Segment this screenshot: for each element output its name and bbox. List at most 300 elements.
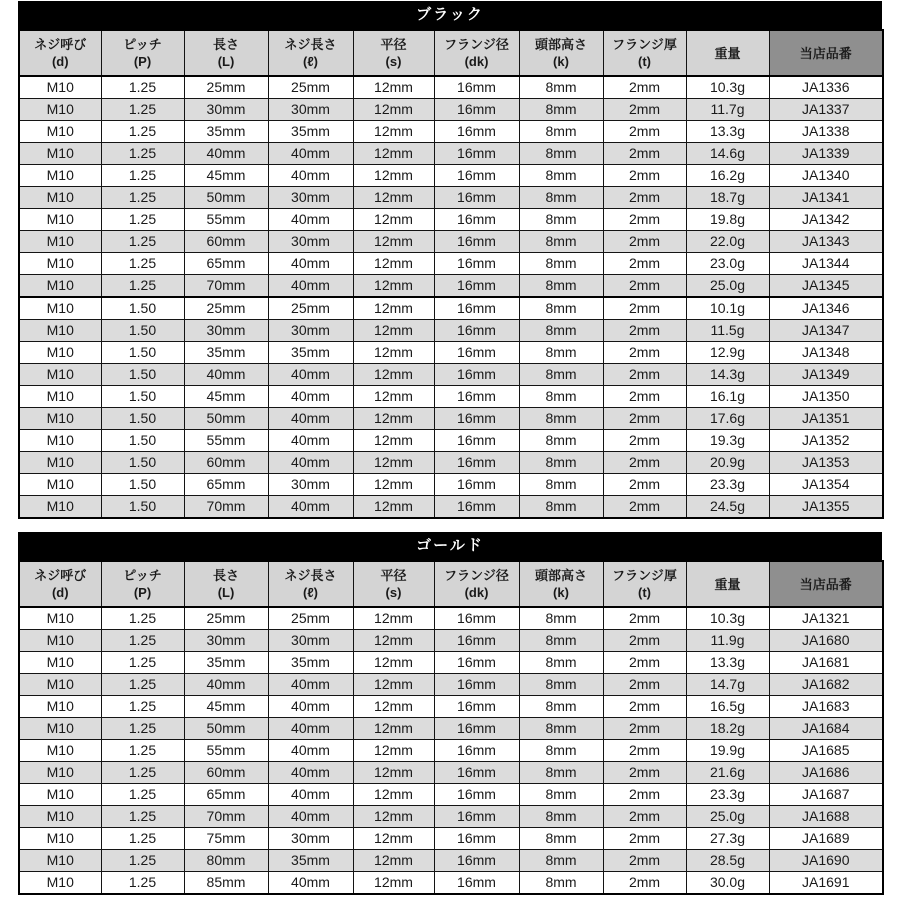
column-header-symbol: (dk) bbox=[464, 585, 489, 600]
table-cell: 12mm bbox=[353, 143, 434, 165]
table-cell: JA1336 bbox=[769, 76, 883, 99]
table-cell: 2mm bbox=[603, 297, 686, 320]
table-cell: 2mm bbox=[603, 320, 686, 342]
table-cell: JA1348 bbox=[769, 342, 883, 364]
table-cell: 35mm bbox=[184, 121, 268, 143]
table-cell: 1.50 bbox=[101, 320, 184, 342]
table-cell: 16mm bbox=[434, 275, 519, 298]
table-cell: 16mm bbox=[434, 806, 519, 828]
column-header-symbol: (ℓ) bbox=[302, 54, 318, 69]
table-cell: 12mm bbox=[353, 452, 434, 474]
table-row bbox=[19, 607, 883, 630]
table-cell: 23.3g bbox=[686, 474, 769, 496]
table-cell: 65mm bbox=[184, 474, 268, 496]
table-cell: 1.25 bbox=[101, 828, 184, 850]
table-cell: 20.9g bbox=[686, 452, 769, 474]
table-cell: 12mm bbox=[353, 630, 434, 652]
table-cell: 2mm bbox=[603, 430, 686, 452]
table-cell: 30mm bbox=[268, 474, 353, 496]
table-cell: 25.0g bbox=[686, 806, 769, 828]
table-cell: JA1352 bbox=[769, 430, 883, 452]
column-header-symbol: (k) bbox=[553, 585, 569, 600]
table-cell: 30mm bbox=[268, 630, 353, 652]
table-cell: 45mm bbox=[184, 696, 268, 718]
table-cell: 25mm bbox=[268, 607, 353, 630]
table-cell: 35mm bbox=[268, 342, 353, 364]
table-cell: 16mm bbox=[434, 143, 519, 165]
table-cell: JA1684 bbox=[769, 718, 883, 740]
table-cell: JA1689 bbox=[769, 828, 883, 850]
table-cell: JA1351 bbox=[769, 408, 883, 430]
table-cell: 40mm bbox=[184, 364, 268, 386]
table-cell: 12mm bbox=[353, 784, 434, 806]
table-row bbox=[19, 342, 883, 364]
table-cell: 16mm bbox=[434, 320, 519, 342]
table-cell: 16mm bbox=[434, 607, 519, 630]
table-cell: 1.25 bbox=[101, 652, 184, 674]
table-cell: JA1339 bbox=[769, 143, 883, 165]
table-cell: 11.7g bbox=[686, 99, 769, 121]
table-cell: 12mm bbox=[353, 342, 434, 364]
table-row bbox=[19, 674, 883, 696]
table-cell: 12mm bbox=[353, 652, 434, 674]
table-cell: JA1690 bbox=[769, 850, 883, 872]
table-cell: 16mm bbox=[434, 674, 519, 696]
table-cell: 16.5g bbox=[686, 696, 769, 718]
column-header-label: 長さ bbox=[212, 37, 239, 52]
table-row bbox=[19, 253, 883, 275]
table-cell: 8mm bbox=[519, 187, 603, 209]
table-cell: JA1682 bbox=[769, 674, 883, 696]
table-row bbox=[19, 209, 883, 231]
table-cell: JA1347 bbox=[769, 320, 883, 342]
column-header-label: ネジ呼び bbox=[34, 568, 87, 583]
table-cell: M10 bbox=[19, 143, 101, 165]
table-row bbox=[19, 652, 883, 674]
table-cell: JA1686 bbox=[769, 762, 883, 784]
table-cell: 16mm bbox=[434, 187, 519, 209]
column-header-label: ネジ長さ bbox=[284, 568, 337, 583]
column-header bbox=[434, 30, 519, 76]
column-header-label: 頭部高さ bbox=[534, 37, 587, 52]
table-cell: 2mm bbox=[603, 740, 686, 762]
column-header bbox=[434, 561, 519, 607]
table-cell: 16mm bbox=[434, 762, 519, 784]
table-cell: 12mm bbox=[353, 762, 434, 784]
table-cell: 2mm bbox=[603, 674, 686, 696]
table-cell: 45mm bbox=[184, 386, 268, 408]
table-cell: 50mm bbox=[184, 408, 268, 430]
table-cell: 8mm bbox=[519, 762, 603, 784]
table-cell: 8mm bbox=[519, 209, 603, 231]
column-header bbox=[19, 561, 101, 607]
table-cell: 40mm bbox=[268, 209, 353, 231]
table-cell: 12mm bbox=[353, 430, 434, 452]
table-row bbox=[19, 430, 883, 452]
table-cell: 2mm bbox=[603, 342, 686, 364]
table-cell: 16mm bbox=[434, 209, 519, 231]
table-cell: 25mm bbox=[268, 297, 353, 320]
table-cell: 12mm bbox=[353, 231, 434, 253]
table-cell: 25mm bbox=[268, 76, 353, 99]
table-cell: 2mm bbox=[603, 187, 686, 209]
table-cell: 12mm bbox=[353, 187, 434, 209]
column-header-symbol: (k) bbox=[553, 54, 569, 69]
table-cell: 12mm bbox=[353, 828, 434, 850]
table-cell: 2mm bbox=[603, 275, 686, 298]
table-cell: JA1321 bbox=[769, 607, 883, 630]
table-cell: 1.50 bbox=[101, 364, 184, 386]
table-cell: 12mm bbox=[353, 607, 434, 630]
table-cell: JA1691 bbox=[769, 872, 883, 895]
table-cell: 40mm bbox=[268, 696, 353, 718]
table-cell: 16mm bbox=[434, 165, 519, 187]
table-cell: 16mm bbox=[434, 364, 519, 386]
column-header bbox=[19, 30, 101, 76]
table-cell: 2mm bbox=[603, 762, 686, 784]
table-cell: 1.25 bbox=[101, 209, 184, 231]
table-cell: 75mm bbox=[184, 828, 268, 850]
column-header-label: ピッチ bbox=[123, 568, 162, 583]
table-cell: 35mm bbox=[184, 652, 268, 674]
table-cell: 2mm bbox=[603, 452, 686, 474]
table-cell: 28.5g bbox=[686, 850, 769, 872]
table-cell: 8mm bbox=[519, 828, 603, 850]
column-header-symbol: (ℓ) bbox=[302, 585, 318, 600]
table-cell: M10 bbox=[19, 99, 101, 121]
table-cell: M10 bbox=[19, 231, 101, 253]
table-cell: 8mm bbox=[519, 342, 603, 364]
column-header-label: 長さ bbox=[212, 568, 239, 583]
table-cell: 1.50 bbox=[101, 408, 184, 430]
table-cell: M10 bbox=[19, 696, 101, 718]
table-cell: 2mm bbox=[603, 806, 686, 828]
table-row bbox=[19, 143, 883, 165]
column-header bbox=[268, 30, 353, 76]
column-header-label: 重量 bbox=[714, 576, 741, 592]
table-cell: 60mm bbox=[184, 762, 268, 784]
table-cell: 12mm bbox=[353, 718, 434, 740]
column-header-label: 平径 bbox=[380, 568, 407, 583]
table-cell: 30mm bbox=[268, 187, 353, 209]
table-cell: M10 bbox=[19, 386, 101, 408]
table-cell: 1.25 bbox=[101, 806, 184, 828]
table-cell: 12mm bbox=[353, 386, 434, 408]
spec-table-black bbox=[18, 1, 882, 519]
table-cell: M10 bbox=[19, 364, 101, 386]
table-cell: M10 bbox=[19, 652, 101, 674]
column-header-symbol: (dk) bbox=[464, 54, 489, 69]
table-cell: 16.2g bbox=[686, 165, 769, 187]
table-cell: 12mm bbox=[353, 76, 434, 99]
table-cell: M10 bbox=[19, 630, 101, 652]
table-cell: 2mm bbox=[603, 828, 686, 850]
table-cell: 16mm bbox=[434, 408, 519, 430]
table-cell: 40mm bbox=[268, 165, 353, 187]
column-header bbox=[184, 561, 268, 607]
table-cell: 8mm bbox=[519, 696, 603, 718]
table-cell: 8mm bbox=[519, 165, 603, 187]
table-cell: JA1353 bbox=[769, 452, 883, 474]
column-header bbox=[603, 30, 686, 76]
table-cell: JA1680 bbox=[769, 630, 883, 652]
table-cell: 40mm bbox=[268, 430, 353, 452]
table-cell: JA1683 bbox=[769, 696, 883, 718]
table-cell: M10 bbox=[19, 342, 101, 364]
table-cell: 1.50 bbox=[101, 430, 184, 452]
table-cell: JA1342 bbox=[769, 209, 883, 231]
table-cell: 23.0g bbox=[686, 253, 769, 275]
spec-table-gold bbox=[18, 532, 882, 895]
table-cell: 1.50 bbox=[101, 297, 184, 320]
table-cell: 8mm bbox=[519, 850, 603, 872]
table-cell: 8mm bbox=[519, 364, 603, 386]
table-cell: 24.5g bbox=[686, 496, 769, 519]
table-cell: 16mm bbox=[434, 297, 519, 320]
table-cell: M10 bbox=[19, 297, 101, 320]
column-header-symbol: (d) bbox=[51, 585, 69, 600]
table-cell: 30mm bbox=[268, 99, 353, 121]
column-header-symbol: (d) bbox=[51, 54, 69, 69]
table-cell: 40mm bbox=[268, 872, 353, 895]
table-cell: 65mm bbox=[184, 784, 268, 806]
column-header-label: 頭部高さ bbox=[534, 568, 587, 583]
table-cell: 1.25 bbox=[101, 718, 184, 740]
table-row bbox=[19, 231, 883, 253]
table-cell: 1.25 bbox=[101, 275, 184, 298]
table-cell: 1.25 bbox=[101, 607, 184, 630]
column-header bbox=[101, 561, 184, 607]
table-cell: 23.3g bbox=[686, 784, 769, 806]
table-cell: 1.25 bbox=[101, 187, 184, 209]
table-cell: 10.3g bbox=[686, 607, 769, 630]
table-cell: JA1340 bbox=[769, 165, 883, 187]
table-cell: M10 bbox=[19, 474, 101, 496]
table-cell: 8mm bbox=[519, 99, 603, 121]
table-cell: 40mm bbox=[268, 386, 353, 408]
table-row bbox=[19, 850, 883, 872]
table-cell: M10 bbox=[19, 430, 101, 452]
table-cell: 16mm bbox=[434, 630, 519, 652]
table-cell: 30mm bbox=[268, 320, 353, 342]
table-cell: JA1337 bbox=[769, 99, 883, 121]
table-cell: M10 bbox=[19, 121, 101, 143]
table-cell: 25mm bbox=[184, 607, 268, 630]
table-cell: 16mm bbox=[434, 696, 519, 718]
table-cell: 1.25 bbox=[101, 696, 184, 718]
table-header bbox=[19, 30, 883, 76]
table-cell: 40mm bbox=[268, 806, 353, 828]
table-cell: JA1350 bbox=[769, 386, 883, 408]
table-cell: M10 bbox=[19, 718, 101, 740]
table-cell: 1.25 bbox=[101, 872, 184, 895]
spec-table bbox=[18, 29, 884, 519]
table-row bbox=[19, 187, 883, 209]
table-cell: 8mm bbox=[519, 143, 603, 165]
table-cell: 16mm bbox=[434, 121, 519, 143]
table-cell: 1.25 bbox=[101, 143, 184, 165]
table-cell: M10 bbox=[19, 806, 101, 828]
table-cell: 13.3g bbox=[686, 652, 769, 674]
table-cell: 40mm bbox=[268, 143, 353, 165]
table-cell: 85mm bbox=[184, 872, 268, 895]
table-cell: 8mm bbox=[519, 76, 603, 99]
table-cell: JA1349 bbox=[769, 364, 883, 386]
table-cell: JA1685 bbox=[769, 740, 883, 762]
table-cell: 40mm bbox=[268, 408, 353, 430]
table-cell: JA1341 bbox=[769, 187, 883, 209]
table-cell: 19.3g bbox=[686, 430, 769, 452]
table-cell: 12mm bbox=[353, 297, 434, 320]
column-header bbox=[686, 561, 769, 607]
table-cell: 40mm bbox=[268, 674, 353, 696]
table-cell: 1.25 bbox=[101, 674, 184, 696]
table-cell: 60mm bbox=[184, 452, 268, 474]
table-cell: 8mm bbox=[519, 674, 603, 696]
table-cell: 12mm bbox=[353, 674, 434, 696]
table-cell: 1.50 bbox=[101, 496, 184, 519]
table-cell: 2mm bbox=[603, 76, 686, 99]
column-header-symbol: (s) bbox=[385, 54, 402, 69]
table-cell: M10 bbox=[19, 452, 101, 474]
column-header-symbol: (t) bbox=[638, 54, 651, 69]
table-cell: 1.50 bbox=[101, 386, 184, 408]
table-cell: 25mm bbox=[184, 76, 268, 99]
table-cell: 1.25 bbox=[101, 762, 184, 784]
table-cell: 16mm bbox=[434, 253, 519, 275]
table-cell: 8mm bbox=[519, 320, 603, 342]
table-cell: M10 bbox=[19, 872, 101, 895]
table-cell: 2mm bbox=[603, 209, 686, 231]
table-cell: 70mm bbox=[184, 496, 268, 519]
table-cell: 8mm bbox=[519, 275, 603, 298]
table-cell: 16mm bbox=[434, 652, 519, 674]
table-cell: 80mm bbox=[184, 850, 268, 872]
table-cell: 2mm bbox=[603, 850, 686, 872]
table-cell: 1.25 bbox=[101, 121, 184, 143]
table-cell: 12mm bbox=[353, 850, 434, 872]
table-cell: 12mm bbox=[353, 121, 434, 143]
table-row bbox=[19, 496, 883, 519]
table-cell: 35mm bbox=[268, 652, 353, 674]
table-cell: 16mm bbox=[434, 718, 519, 740]
table-cell: 16mm bbox=[434, 740, 519, 762]
column-header bbox=[353, 561, 434, 607]
table-cell: 2mm bbox=[603, 872, 686, 895]
table-cell: 30.0g bbox=[686, 872, 769, 895]
column-header-label: フランジ径 bbox=[444, 37, 509, 52]
column-header-label: 重量 bbox=[714, 45, 741, 61]
table-row bbox=[19, 630, 883, 652]
table-cell: 11.9g bbox=[686, 630, 769, 652]
table-cell: 8mm bbox=[519, 607, 603, 630]
table-cell: 25mm bbox=[184, 297, 268, 320]
table-cell: 8mm bbox=[519, 408, 603, 430]
table-cell: M10 bbox=[19, 320, 101, 342]
table-cell: 40mm bbox=[268, 740, 353, 762]
table-row bbox=[19, 762, 883, 784]
table-cell: 1.50 bbox=[101, 452, 184, 474]
table-cell: 8mm bbox=[519, 253, 603, 275]
table-cell: 19.8g bbox=[686, 209, 769, 231]
table-cell: 2mm bbox=[603, 496, 686, 519]
table-cell: 1.25 bbox=[101, 231, 184, 253]
table-cell: 1.50 bbox=[101, 342, 184, 364]
table-cell: 2mm bbox=[603, 784, 686, 806]
table-cell: M10 bbox=[19, 76, 101, 99]
table-cell: 12mm bbox=[353, 474, 434, 496]
table-cell: 12mm bbox=[353, 408, 434, 430]
table-row bbox=[19, 740, 883, 762]
table-cell: 16mm bbox=[434, 850, 519, 872]
table-cell: 2mm bbox=[603, 386, 686, 408]
table-cell: 2mm bbox=[603, 607, 686, 630]
table-cell: 40mm bbox=[268, 253, 353, 275]
table-header bbox=[19, 561, 883, 607]
table-cell: 55mm bbox=[184, 740, 268, 762]
table-cell: 16mm bbox=[434, 828, 519, 850]
column-header bbox=[184, 30, 268, 76]
table-cell: M10 bbox=[19, 740, 101, 762]
table-cell: 2mm bbox=[603, 696, 686, 718]
table-row bbox=[19, 806, 883, 828]
table-cell: 12mm bbox=[353, 99, 434, 121]
table-cell: 55mm bbox=[184, 430, 268, 452]
table-row bbox=[19, 872, 883, 895]
table-cell: 30mm bbox=[184, 630, 268, 652]
table-cell: 10.1g bbox=[686, 297, 769, 320]
column-header-label: ネジ呼び bbox=[34, 37, 87, 52]
table-row bbox=[19, 275, 883, 298]
table-cell: 8mm bbox=[519, 452, 603, 474]
table-cell: 2mm bbox=[603, 474, 686, 496]
table-cell: 18.7g bbox=[686, 187, 769, 209]
table-cell: 30mm bbox=[184, 99, 268, 121]
table-cell: 2mm bbox=[603, 231, 686, 253]
table-cell: 50mm bbox=[184, 718, 268, 740]
table-cell: M10 bbox=[19, 607, 101, 630]
table-cell: 30mm bbox=[268, 828, 353, 850]
table-row bbox=[19, 696, 883, 718]
table-cell: 21.6g bbox=[686, 762, 769, 784]
table-cell: 55mm bbox=[184, 209, 268, 231]
column-header bbox=[268, 561, 353, 607]
table-cell: 2mm bbox=[603, 652, 686, 674]
column-header-label: フランジ厚 bbox=[612, 37, 677, 52]
table-cell: 22.0g bbox=[686, 231, 769, 253]
table-cell: 2mm bbox=[603, 253, 686, 275]
table-cell: 1.50 bbox=[101, 474, 184, 496]
table-cell: 16mm bbox=[434, 99, 519, 121]
table-cell: 8mm bbox=[519, 806, 603, 828]
table-row bbox=[19, 320, 883, 342]
column-header-label: 平径 bbox=[380, 37, 407, 52]
table-cell: M10 bbox=[19, 828, 101, 850]
column-header-label: ピッチ bbox=[123, 37, 162, 52]
table-cell: JA1681 bbox=[769, 652, 883, 674]
spec-table bbox=[18, 560, 884, 895]
table-cell: 70mm bbox=[184, 275, 268, 298]
table-cell: 16mm bbox=[434, 76, 519, 99]
table-cell: 40mm bbox=[184, 143, 268, 165]
column-header-symbol: (s) bbox=[385, 585, 402, 600]
column-header-symbol: (L) bbox=[217, 585, 235, 600]
table-cell: 11.5g bbox=[686, 320, 769, 342]
column-header-label: 当店品番 bbox=[799, 576, 852, 592]
table-cell: 1.25 bbox=[101, 253, 184, 275]
table-cell: 16mm bbox=[434, 430, 519, 452]
table-cell: 10.3g bbox=[686, 76, 769, 99]
